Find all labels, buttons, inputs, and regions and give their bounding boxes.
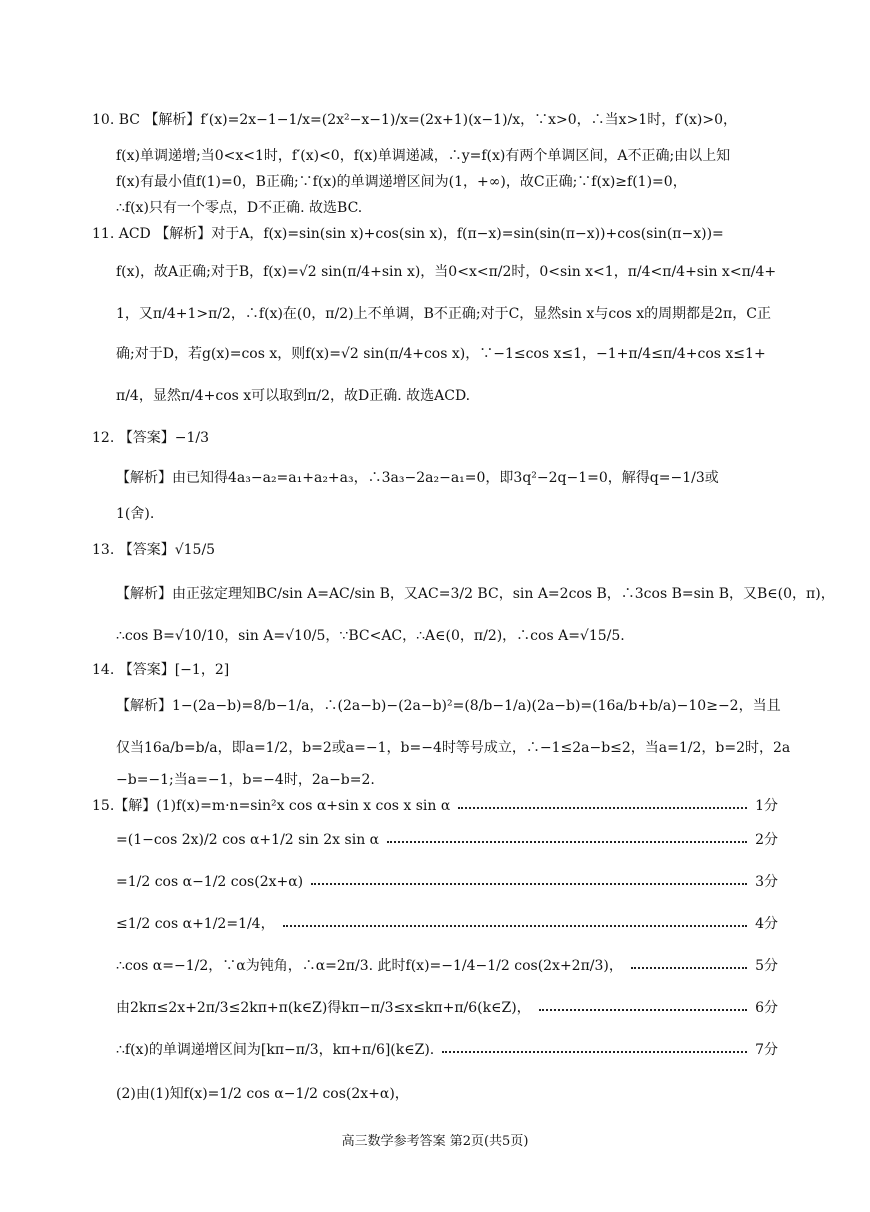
step-score: 7分 [755,1042,778,1058]
solution-number: 11. [92,226,115,242]
solution-line: ∴f(x)只有一个零点，D不正确. 故选BC. [116,200,363,216]
solution-number: 14. [92,662,115,678]
dot-leader [311,882,747,885]
solution-line: 【解析】由已知得4a₃−a₂=a₁+a₂+a₃，∴3a₃−2a₂−a₁=0，即3q²−2q−1=0，解得q=−1/3或 [116,470,719,486]
solution-line: ∴cos B=√10/10，sin A=√10/5，∵BC<AC，∴A∈(0，π/2)，∴cos A=√15/5. [116,628,625,644]
scoring-step [116,956,778,976]
scoring-step [92,796,778,816]
dot-leader [387,840,747,843]
step-score: 1分 [755,798,778,814]
dot-leader [442,1050,747,1053]
dot-leader [283,924,747,927]
dot-leader [539,1008,747,1011]
solution-line: 1，又π/4+1>π/2，∴f(x)在(0，π/2)上不单调，B不正确;对于C，显然sin x与cos x的周期都是2π，C正 [116,306,771,322]
step-score: 6分 [755,1000,778,1016]
solution-line: 仅当16a/b=b/a，即a=1/2，b=2或a=−1，b=−4时等号成立，∴−1≤2a−b≤2，当a=1/2，b=2时，2a [116,740,791,756]
page-footer: 高三数学参考答案 第2页(共5页) [341,1134,529,1149]
scoring-step [116,998,778,1018]
solution-number: 15. [92,798,115,814]
step-text: ≤1/2 cos α+1/2=1/4， [116,916,275,932]
solution-line: 【解析】由正弦定理知BC/sin A=AC/sin B，又AC=3/2 BC，sin A=2cos B，∴3cos B=sin B，又B∈(0，π)， [116,586,835,602]
scoring-step [116,830,778,850]
solution-line: f(x)有最小值f(1)=0，B正确;∵f(x)的单调递增区间为(1，+∞)，故C正确;∵f(x)≥f(1)=0， [116,174,687,190]
solution-number: 10. [92,112,115,128]
dot-leader [458,806,747,809]
step-score: 3分 [755,874,778,890]
step-text: =(1−cos 2x)/2 cos α+1/2 sin 2x sin α [116,832,380,848]
scoring-step [116,872,778,892]
solution-number: 13. [92,542,115,558]
solution-line: f(x)单调递增;当0<x<1时，f′(x)<0，f(x)单调递减，∴y=f(x)有两个单调区间，A不正确;由以上知 [116,148,731,164]
solution-line: −b=−1;当a=−1，b=−4时，2a−b=2. [116,772,375,788]
solution-line: 【解析】1−(2a−b)=8/b−1/a，∴(2a−b)−(2a−b)²=(8/b−1/a)(2a−b)=(16a/b+b/a)−10≥−2，当且 [116,698,781,714]
step-score: 5分 [755,958,778,974]
step-score: 2分 [755,832,778,848]
step-text: ∴cos α=−1/2，∵α为钝角，∴α=2π/3. 此时f(x)=−1/4−1/2 cos(2x+2π/3)， [116,958,623,974]
solution-line: BC 【解析】f′(x)=2x−1−1/x=(2x²−x−1)/x=(2x+1)(x−1)/x，∵x>0，∴当x>1时，f′(x)>0， [118,112,738,128]
answer-label: 【答案】[−1，2] [118,662,230,678]
step-score: 4分 [755,916,778,932]
solution-line: f(x)，故A正确;对于B，f(x)=√2 sin(π/4+sin x)，当0<x<π/2时，0<sin x<1，π/4<π/4+sin x<π/4+ [116,264,777,280]
scoring-step [116,1040,778,1060]
solution-number: 12. [92,430,115,446]
answer-label: 【答案】−1/3 [118,430,209,446]
answer-label: 【答案】√15/5 [118,542,216,558]
step-text: 【解】(1)f(x)=m·n=sin²x cos α+sin x cos x sin α [114,798,451,814]
part-2-intro: (2)由(1)知f(x)=1/2 cos α−1/2 cos(2x+α)， [116,1086,409,1102]
dot-leader [631,966,747,969]
step-text: ∴f(x)的单调递增区间为[kπ−π/3，kπ+π/6](k∈Z). [116,1042,435,1058]
step-text: =1/2 cos α−1/2 cos(2x+α) [116,874,304,890]
solution-line: ACD 【解析】对于A，f(x)=sin(sin x)+cos(sin x)，f(π−x)=sin(sin(π−x))+cos(sin(π−x))= [118,226,724,242]
solution-line: π/4，显然π/4+cos x可以取到π/2，故D正确. 故选ACD. [116,388,471,404]
solution-line: 1(舍). [116,506,155,522]
scoring-step [116,914,778,934]
step-text: 由2kπ≤2x+2π/3≤2kπ+π(k∈Z)得kπ−π/3≤x≤kπ+π/6(k∈Z)， [116,1000,531,1016]
solution-line: 确;对于D，若g(x)=cos x，则f(x)=√2 sin(π/4+cos x)，∵−1≤cos x≤1，−1+π/4≤π/4+cos x≤1+ [116,346,766,362]
